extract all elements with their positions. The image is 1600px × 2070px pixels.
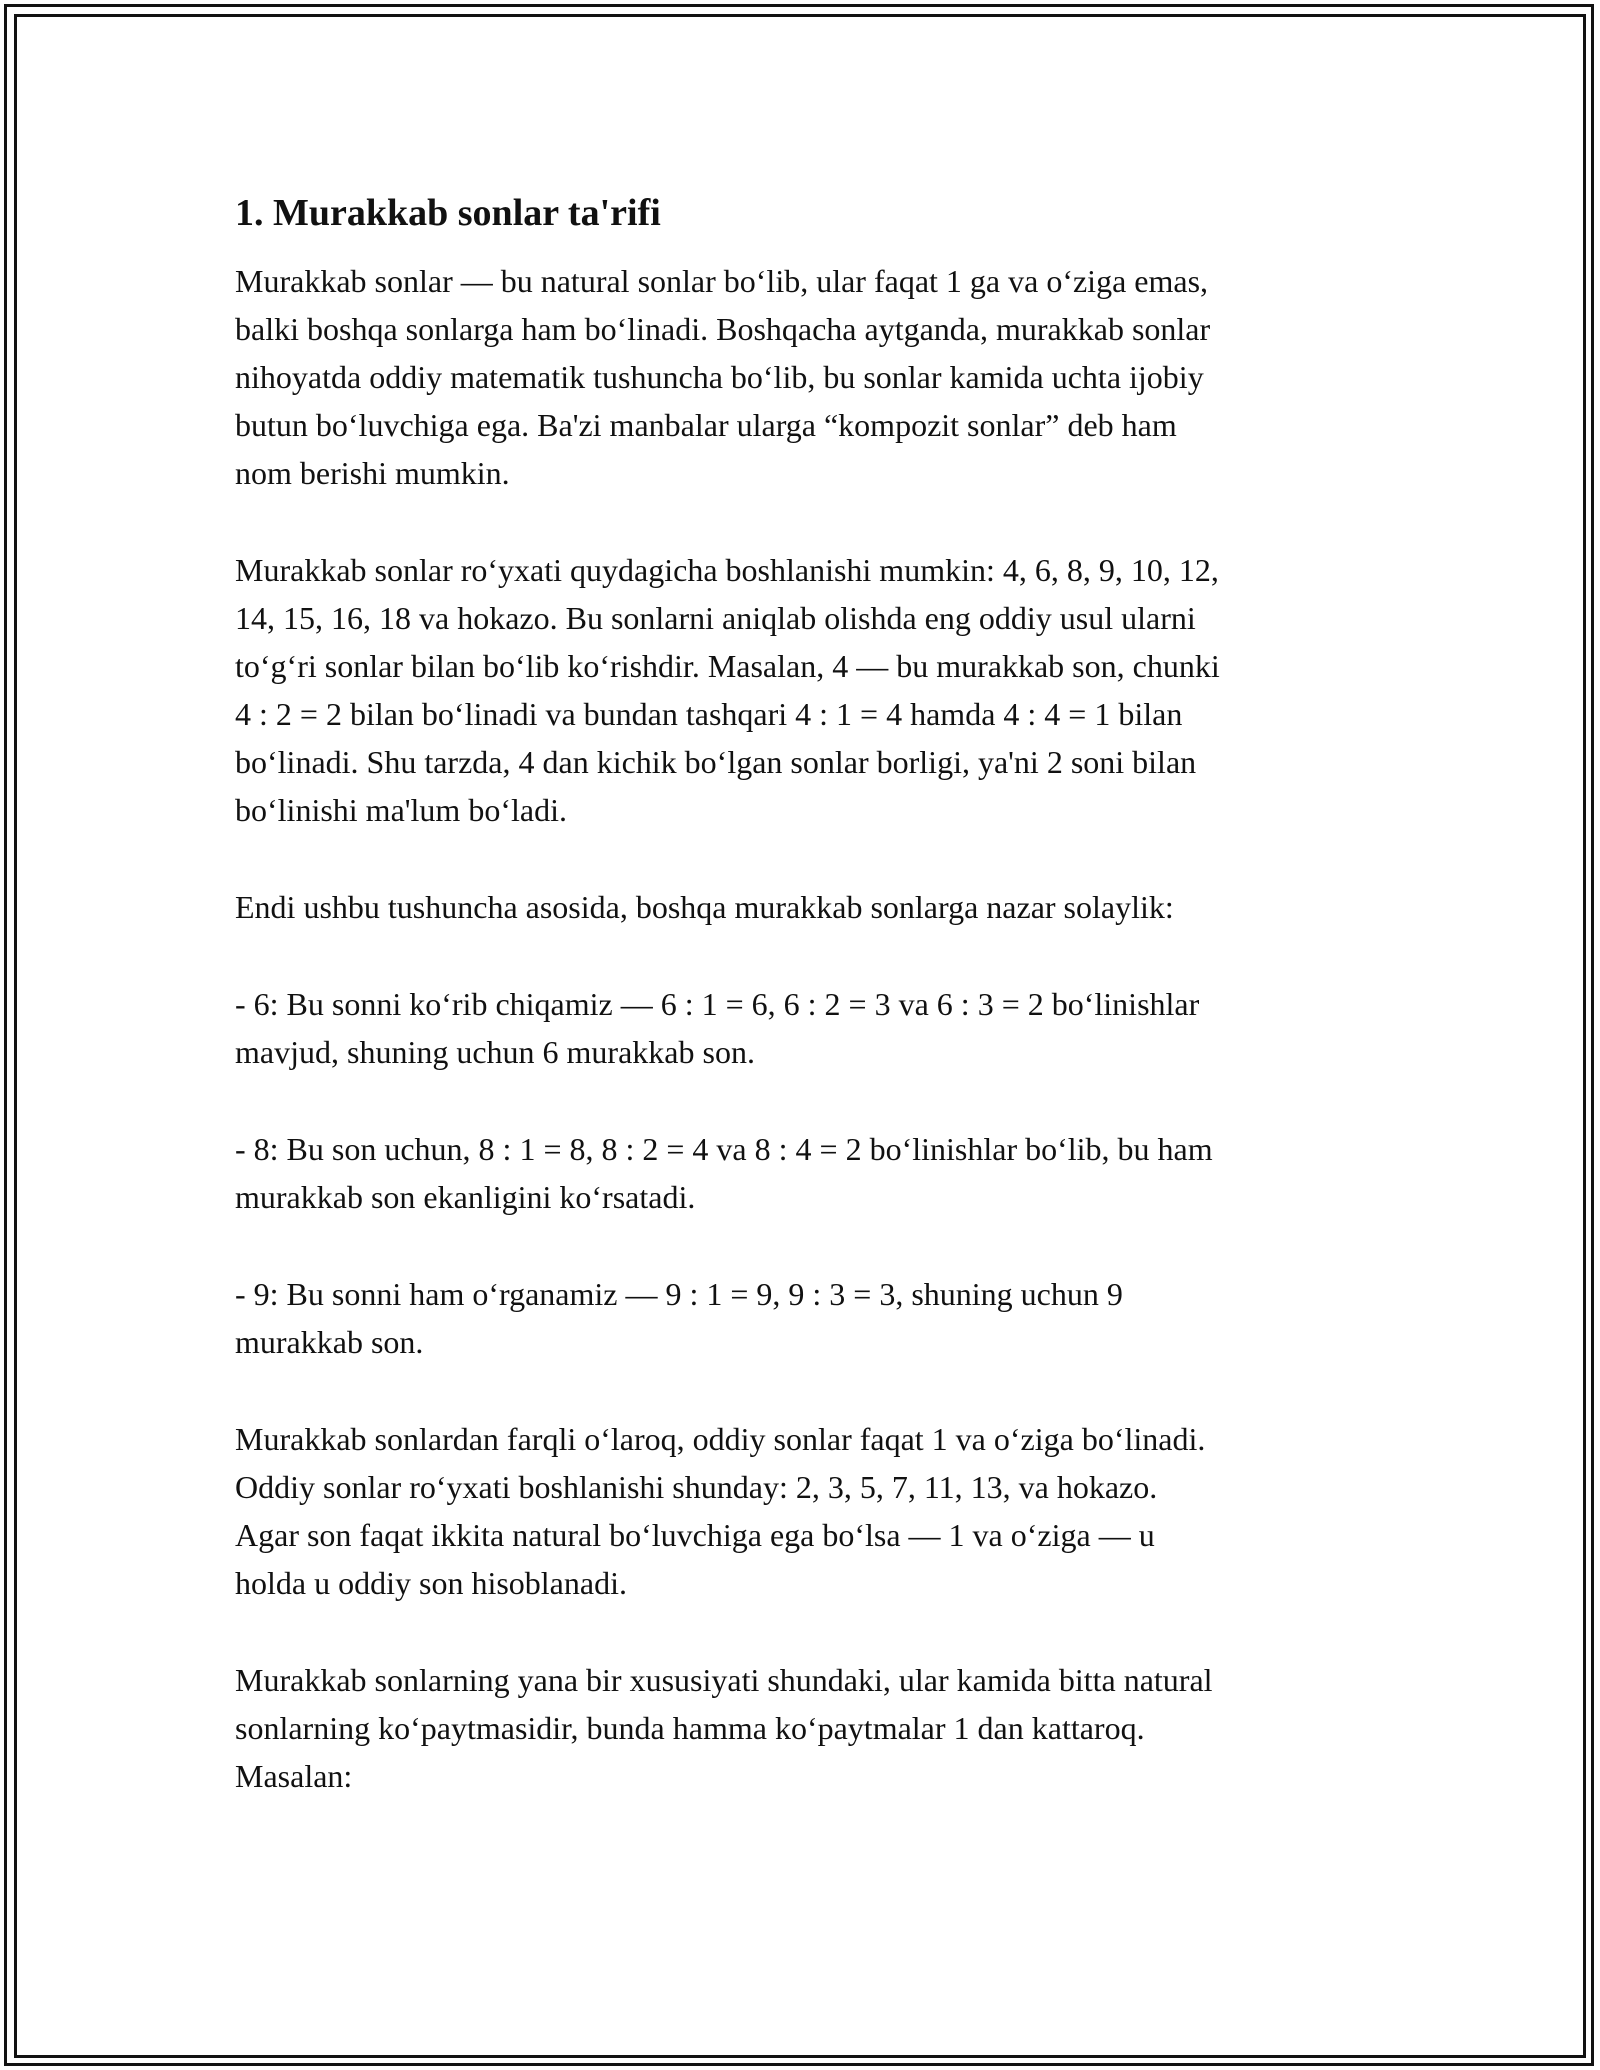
text-line: Masalan: bbox=[235, 1758, 353, 1794]
paragraph-prime-contrast bbox=[235, 1415, 1375, 1607]
text-line: holda u oddiy son hisoblanadi. bbox=[235, 1565, 627, 1601]
list-item-9 bbox=[235, 1270, 1375, 1366]
text-line: 4 : 2 = 2 bilan bo‘linadi va bundan tashqari 4 : 1 = 4 hamda 4 : 4 = 1 bilan bbox=[235, 696, 1183, 732]
text-line: murakkab son. bbox=[235, 1324, 424, 1360]
paragraph-property bbox=[235, 1656, 1375, 1800]
text-line: to‘g‘ri sonlar bilan bo‘lib ko‘rishdir. Masalan, 4 — bu murakkab son, chunki bbox=[235, 648, 1220, 684]
text-line: Agar son faqat ikkita natural bo‘luvchiga ega bo‘lsa — 1 va o‘ziga — u bbox=[235, 1517, 1155, 1553]
text-line: murakkab son ekanligini ko‘rsatadi. bbox=[235, 1179, 696, 1215]
list-item-6 bbox=[235, 980, 1375, 1076]
text-line: nihoyatda oddiy matematik tushuncha bo‘lib, bu sonlar kamida uchta ijobiy bbox=[235, 359, 1204, 395]
text-line: mavjud, shuning uchun 6 murakkab son. bbox=[235, 1034, 755, 1070]
paragraph-definition bbox=[235, 257, 1375, 497]
text-line: Oddiy sonlar ro‘yxati boshlanishi shunday: 2, 3, 5, 7, 11, 13, va hokazo. bbox=[235, 1469, 1158, 1505]
text-line: Murakkab sonlardan farqli o‘laroq, oddiy sonlar faqat 1 va o‘ziga bo‘linadi. bbox=[235, 1421, 1206, 1457]
paragraph-intro bbox=[235, 883, 1375, 931]
list-item-8 bbox=[235, 1125, 1375, 1221]
text-line: sonlarning ko‘paytmasidir, bunda hamma ko‘paytmalar 1 dan kattaroq. bbox=[235, 1710, 1145, 1746]
text-line: bo‘linishi ma'lum bo‘ladi. bbox=[235, 792, 567, 828]
text-line: Murakkab sonlar ro‘yxati quydagicha boshlanishi mumkin: 4, 6, 8, 9, 10, 12, bbox=[235, 552, 1219, 588]
text-line: 14, 15, 16, 18 va hokazo. Bu sonlarni aniqlab olishda eng oddiy usul ularni bbox=[235, 600, 1196, 636]
text-line: Endi ushbu tushuncha asosida, boshqa murakkab sonlarga nazar solaylik: bbox=[235, 889, 1174, 925]
document-body bbox=[235, 187, 1375, 1849]
paragraph-list bbox=[235, 546, 1375, 834]
text-line: balki boshqa sonlarga ham bo‘linadi. Boshqacha aytganda, murakkab sonlar bbox=[235, 311, 1211, 347]
text-line: Murakkab sonlarning yana bir xususiyati shundaki, ular kamida bitta natural bbox=[235, 1662, 1213, 1698]
text-line: - 6: Bu sonni ko‘rib chiqamiz — 6 : 1 = 6, 6 : 2 = 3 va 6 : 3 = 2 bo‘linishlar bbox=[235, 986, 1200, 1022]
text-line: butun bo‘luvchiga ega. Ba'zi manbalar ularga “kompozit sonlar” deb ham bbox=[235, 407, 1177, 443]
text-line: - 8: Bu son uchun, 8 : 1 = 8, 8 : 2 = 4 va 8 : 4 = 2 bo‘linishlar bo‘lib, bu ham bbox=[235, 1131, 1213, 1167]
text-line: bo‘linadi. Shu tarzda, 4 dan kichik bo‘lgan sonlar borligi, ya'ni 2 soni bilan bbox=[235, 744, 1197, 780]
section-heading: 1. Murakkab sonlar ta'rifi bbox=[235, 192, 661, 234]
text-line: - 9: Bu sonni ham o‘rganamiz — 9 : 1 = 9, 9 : 3 = 3, shuning uchun 9 bbox=[235, 1276, 1123, 1312]
text-line: nom berishi mumkin. bbox=[235, 455, 510, 491]
text-line: Murakkab sonlar — bu natural sonlar bo‘lib, ular faqat 1 ga va o‘ziga emas, bbox=[235, 263, 1209, 299]
